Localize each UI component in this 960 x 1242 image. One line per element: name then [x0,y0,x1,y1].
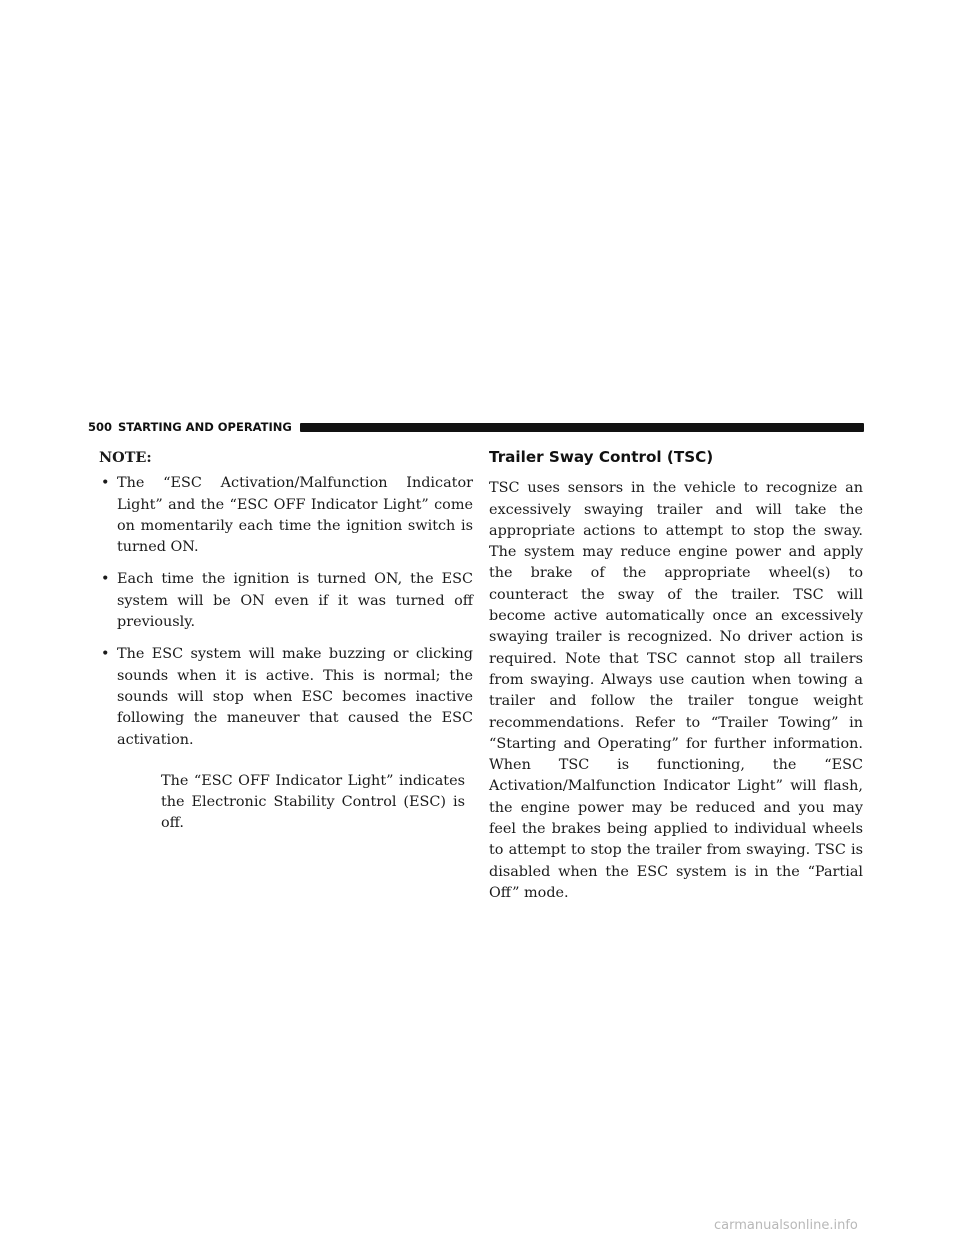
esc-off-indicator-note: The “ESC OFF Indicator Light” indicates the Electronic Stability Control (ESC) is off. [161,772,465,832]
header-rule [300,423,864,432]
bullet-text: The ESC system will make buzzing or clicking sounds when it is active. This is normal; the sounds will stop when ESC becomes inactive following the maneuver that caused the ESC activation. [117,646,473,748]
right-column [489,447,863,904]
bullet-icon: • [101,475,110,492]
list-item [99,644,473,750]
left-column [99,447,473,835]
note-heading: NOTE: [99,449,152,466]
list-item [99,473,473,558]
note-bullet-list [99,473,473,751]
tsc-body: TSC uses sensors in the vehicle to recognize an excessively swaying trailer and will take the appropriate actions to attempt to stop the sway. The system may reduce engine power and apply the brake of the appropriate wheel(s) to counteract the sway of the trailer. TSC will become active automatically once an excessively swaying trailer is recognized. No driver action is required. Note that TSC cannot stop all trailers from swaying. Always use caution when towing a trailer and follow the trailer tongue weight recommendations. Refer to “Trailer Towing” in “Starting and Operating” for further information. When TSC is functioning, the “ESC Activation/Malfunction Indicator Light” will flash, the engine power may be reduced and you may feel the brakes being applied to individual wheels to attempt to stop the trailer from swaying. TSC is disabled when the ESC system is in the “Partial Off” mode. [489,480,863,901]
bullet-text: Each time the ignition is turned ON, the ESC system will be ON even if it was turned off previously. [117,571,473,631]
bullet-icon: • [101,571,110,588]
page-number: 500 [88,420,113,434]
page-header [88,420,864,434]
list-item [99,569,473,633]
tsc-heading: Trailer Sway Control (TSC) [489,448,714,466]
watermark-link[interactable]: carmanualsonline.info [714,1218,858,1233]
bullet-text: The “ESC Activation/Malfunction Indicator Light” and the “ESC OFF Indicator Light” come on momentarily each time the ignition switch is turned ON. [117,475,473,556]
section-title: STARTING AND OPERATING [118,420,292,434]
bullet-icon: • [101,646,110,663]
